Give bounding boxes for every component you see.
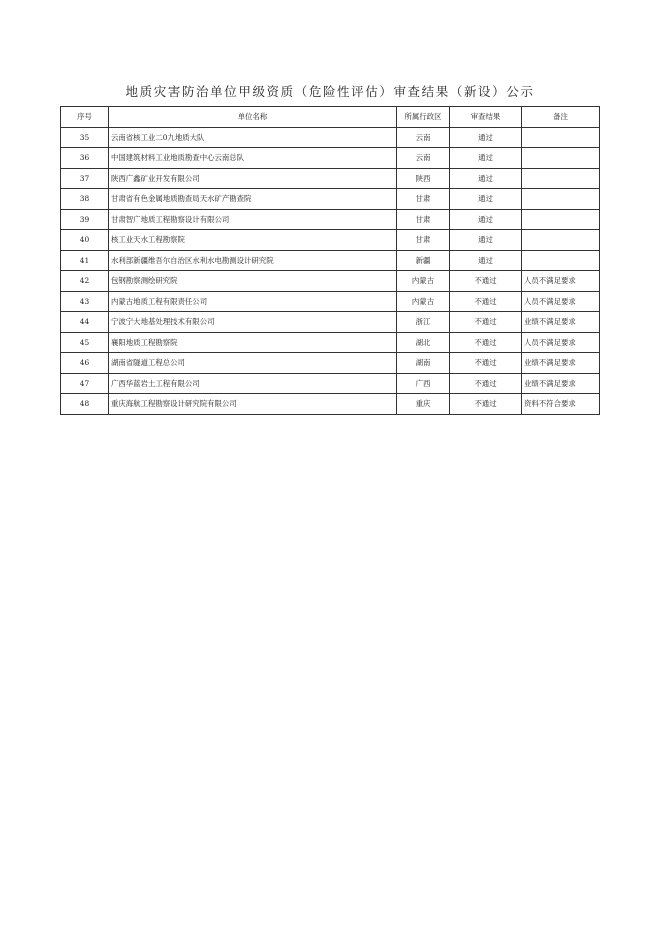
cell-note xyxy=(522,250,600,271)
cell-unit-name: 甘肃省有色金属地质勘查局天水矿产勘查院 xyxy=(109,189,397,210)
cell-note xyxy=(522,148,600,169)
cell-result: 通过 xyxy=(450,209,522,230)
table-row xyxy=(61,291,600,312)
cell-region: 甘肃 xyxy=(397,230,450,251)
cell-region: 新疆 xyxy=(397,250,450,271)
cell-seq: 39 xyxy=(61,209,109,230)
cell-note: 业绩不满足要求 xyxy=(522,353,600,374)
table-row xyxy=(61,250,600,271)
page-title: 地质灾害防治单位甲级资质（危险性评估）审查结果（新设）公示 xyxy=(125,84,535,99)
cell-result: 通过 xyxy=(450,168,522,189)
cell-seq: 37 xyxy=(61,168,109,189)
cell-note: 人员不满足要求 xyxy=(522,271,600,292)
cell-seq: 35 xyxy=(61,127,109,148)
cell-seq: 43 xyxy=(61,291,109,312)
table-row xyxy=(61,332,600,353)
table-row xyxy=(61,127,600,148)
cell-seq: 38 xyxy=(61,189,109,210)
cell-region: 浙江 xyxy=(397,312,450,333)
cell-result: 不通过 xyxy=(450,353,522,374)
cell-seq: 45 xyxy=(61,332,109,353)
cell-unit-name: 陕西广鑫矿业开发有限公司 xyxy=(109,168,397,189)
table-row xyxy=(61,209,600,230)
header-unit-name: 单位名称 xyxy=(109,107,397,128)
cell-note xyxy=(522,168,600,189)
cell-region: 广西 xyxy=(397,373,450,394)
cell-result: 通过 xyxy=(450,230,522,251)
cell-region: 云南 xyxy=(397,148,450,169)
cell-result: 不通过 xyxy=(450,291,522,312)
cell-seq: 42 xyxy=(61,271,109,292)
cell-result: 通过 xyxy=(450,250,522,271)
cell-unit-name: 襄阳地质工程勘察院 xyxy=(109,332,397,353)
table-row xyxy=(61,168,600,189)
cell-note xyxy=(522,189,600,210)
header-region: 所属行政区 xyxy=(397,107,450,128)
cell-result: 不通过 xyxy=(450,373,522,394)
cell-result: 不通过 xyxy=(450,271,522,292)
cell-unit-name: 中国建筑材料工业地质勘查中心云南总队 xyxy=(109,148,397,169)
cell-unit-name: 广西华蓝岩土工程有限公司 xyxy=(109,373,397,394)
cell-note: 人员不满足要求 xyxy=(522,332,600,353)
cell-note xyxy=(522,230,600,251)
cell-unit-name: 包钢勘察测绘研究院 xyxy=(109,271,397,292)
cell-unit-name: 水利部新疆维吾尔自治区水利水电勘测设计研究院 xyxy=(109,250,397,271)
table-row xyxy=(61,271,600,292)
table-row xyxy=(61,148,600,169)
cell-region: 甘肃 xyxy=(397,209,450,230)
table-row xyxy=(61,373,600,394)
table-row xyxy=(61,230,600,251)
cell-unit-name: 甘肃智广地质工程勘察设计有限公司 xyxy=(109,209,397,230)
header-note: 备注 xyxy=(522,107,600,128)
cell-result: 通过 xyxy=(450,189,522,210)
cell-region: 湖南 xyxy=(397,353,450,374)
cell-unit-name: 湖南省隧道工程总公司 xyxy=(109,353,397,374)
results-table xyxy=(60,106,600,415)
cell-result: 通过 xyxy=(450,127,522,148)
cell-seq: 44 xyxy=(61,312,109,333)
cell-region: 甘肃 xyxy=(397,189,450,210)
cell-region: 重庆 xyxy=(397,394,450,415)
cell-unit-name: 内蒙古地质工程有限责任公司 xyxy=(109,291,397,312)
cell-note: 业绩不满足要求 xyxy=(522,312,600,333)
cell-note xyxy=(522,127,600,148)
cell-unit-name: 宁波宁大地基处理技术有限公司 xyxy=(109,312,397,333)
cell-region: 内蒙古 xyxy=(397,291,450,312)
cell-seq: 48 xyxy=(61,394,109,415)
cell-seq: 41 xyxy=(61,250,109,271)
table-row xyxy=(61,312,600,333)
cell-region: 湖北 xyxy=(397,332,450,353)
cell-unit-name: 核工业天水工程勘察院 xyxy=(109,230,397,251)
cell-note: 资料不符合要求 xyxy=(522,394,600,415)
cell-unit-name: 云南省核工业二0九地质大队 xyxy=(109,127,397,148)
cell-seq: 47 xyxy=(61,373,109,394)
table-header-row xyxy=(61,107,600,128)
cell-result: 通过 xyxy=(450,148,522,169)
cell-seq: 36 xyxy=(61,148,109,169)
cell-note: 业绩不满足要求 xyxy=(522,373,600,394)
cell-region: 内蒙古 xyxy=(397,271,450,292)
cell-region: 云南 xyxy=(397,127,450,148)
table-row xyxy=(61,394,600,415)
cell-result: 不通过 xyxy=(450,312,522,333)
table-row xyxy=(61,189,600,210)
cell-region: 陕西 xyxy=(397,168,450,189)
header-seq: 序号 xyxy=(61,107,109,128)
header-result: 审查结果 xyxy=(450,107,522,128)
cell-note xyxy=(522,209,600,230)
cell-note: 人员不满足要求 xyxy=(522,291,600,312)
cell-result: 不通过 xyxy=(450,394,522,415)
cell-result: 不通过 xyxy=(450,332,522,353)
cell-seq: 40 xyxy=(61,230,109,251)
cell-unit-name: 重庆海航工程勘察设计研究院有限公司 xyxy=(109,394,397,415)
cell-seq: 46 xyxy=(61,353,109,374)
table-row xyxy=(61,353,600,374)
